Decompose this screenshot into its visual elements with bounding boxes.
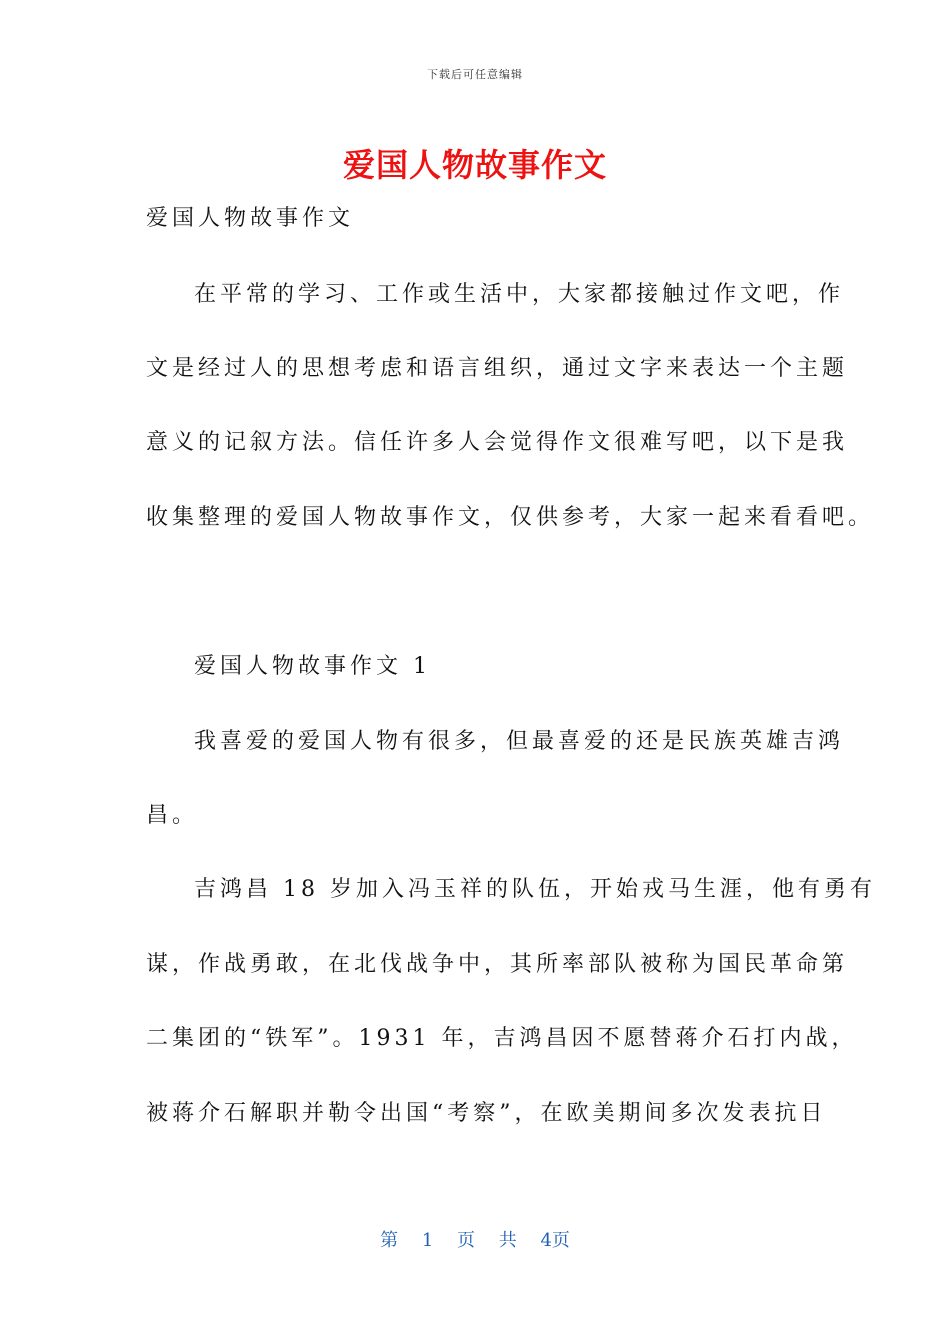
para2-line-1: 吉鸿昌 18 岁加入冯玉祥的队伍，开始戎马生涯，他有勇有 [194,877,876,902]
para2-line-2: 谋，作战勇敢，在北伐战争中，其所率部队被称为国民革命第 [146,952,849,977]
footer-label-total: 共 [498,1230,517,1251]
section-heading: 爱国人物故事作文 1 [194,654,431,679]
intro-line-2: 文是经过人的思想考虑和语言组织，通过文字来表达一个主题 [146,356,849,381]
page-footer [0,1226,950,1252]
para2-line-3: 二集团的“铁军”。1931 年，吉鸿昌因不愿替蒋介石打内战， [146,1026,858,1051]
para2-line-4: 被蒋介石解职并勒令出国“考察”，在欧美期间多次发表抗日 [146,1101,827,1126]
intro-line-4: 收集整理的爱国人物故事作文，仅供参考，大家一起来看看吧。 [146,505,875,530]
header-note: 下载后可任意编辑 [427,68,523,81]
footer-label-of: 页 [457,1230,475,1251]
intro-line-1: 在平常的学习、工作或生活中，大家都接触过作文吧，作 [194,282,845,307]
document-subtitle: 爱国人物故事作文 [146,206,355,231]
footer-label-page: 第 [380,1230,399,1251]
page-title: 爱国人物故事作文 [342,146,607,184]
para1-line-1: 我喜爱的爱国人物有很多，但最喜爱的还是民族英雄吉鸿 [194,729,845,754]
intro-line-3: 意义的记叙方法。信任许多人会觉得作文很难写吧，以下是我 [146,430,849,455]
footer-total-pages: 4页 [540,1230,570,1251]
para1-line-2: 昌。 [146,803,199,828]
footer-current-page: 1 [421,1230,434,1251]
